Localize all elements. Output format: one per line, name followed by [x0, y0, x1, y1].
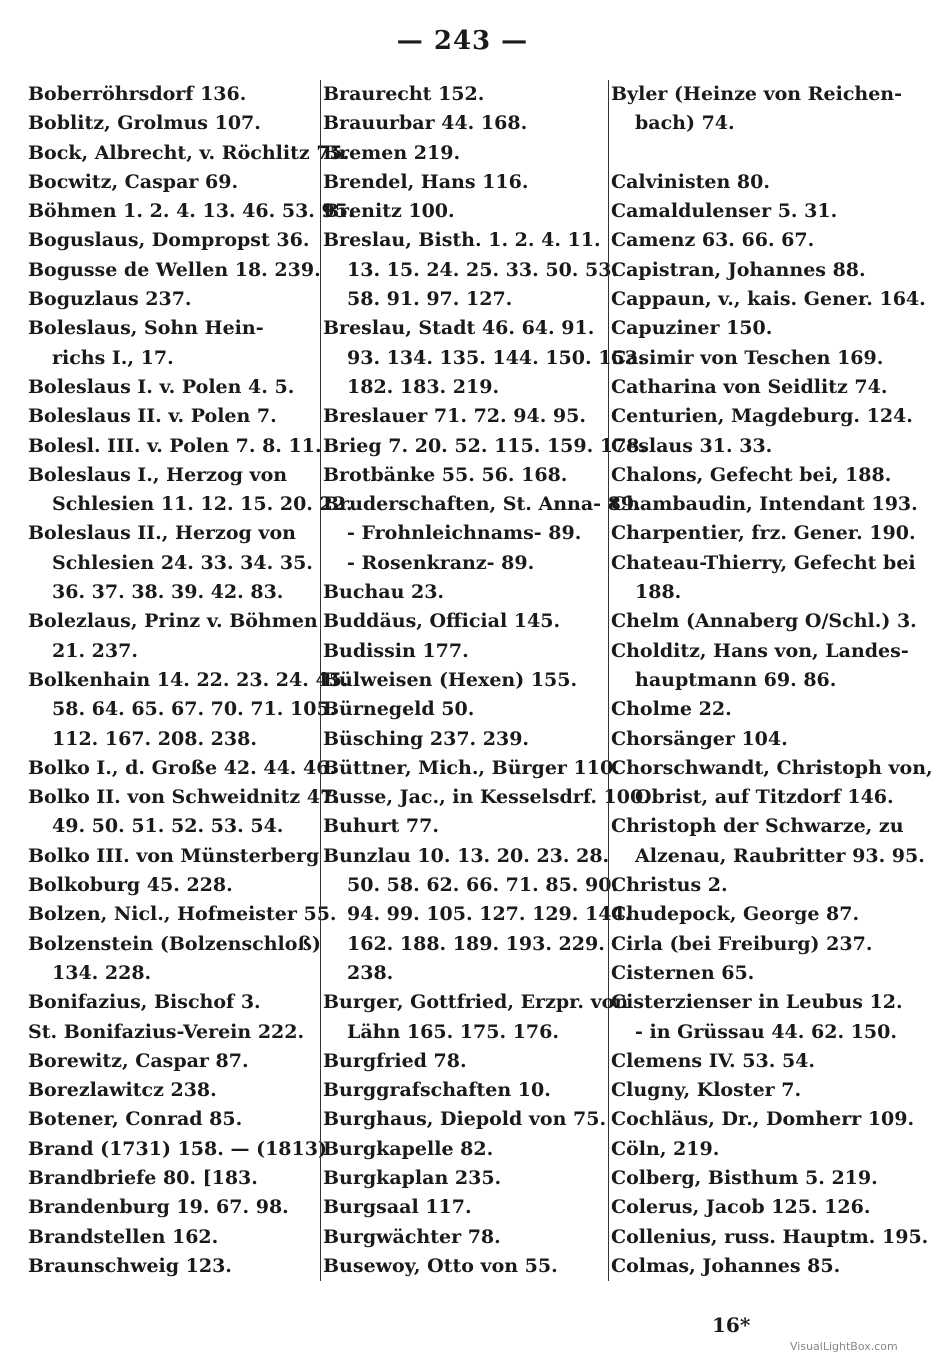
- index-entry-line: Capuziner 150.: [611, 317, 773, 340]
- index-entry-line: Cisterzienser in Leubus 12.: [611, 991, 903, 1014]
- index-entry-line: Colberg, Bisthum 5. 219.: [611, 1166, 878, 1189]
- index-entry-line: Braurecht 152.: [323, 83, 485, 105]
- index-entry-line: Budissin 177.: [323, 639, 469, 662]
- index-entry-line: Ceslaus 31. 33.: [611, 434, 773, 457]
- index-entry-line: Burghaus, Diepold von 75.: [323, 1108, 607, 1131]
- index-entry-line: Colmas, Johannes 85.: [611, 1254, 841, 1277]
- index-column-2: [320, 80, 650, 1281]
- index-entry-line: 162. 188. 189. 193. 229.: [347, 932, 605, 955]
- index-entry-line: Chorsänger 104.: [611, 727, 788, 750]
- index-entry-line: Brenitz 100.: [323, 200, 455, 223]
- index-entry-line: Bremen 219.: [323, 141, 461, 164]
- index-entry-line: Bogusse de Wellen 18. 239.: [28, 258, 321, 281]
- index-entry-line: - in Grüssau 44. 62. 150.: [635, 1020, 897, 1043]
- index-entry-line: Camenz 63. 66. 67.: [611, 229, 815, 252]
- index-entry-line: Chalons, Gefecht bei, 188.: [611, 463, 892, 486]
- index-entry-line: Chudepock, George 87.: [611, 903, 860, 926]
- index-entry-line: Chorschwandt, Christoph von,: [611, 756, 933, 779]
- index-entry-line: 58. 91. 97. 127.: [347, 288, 513, 311]
- index-entry-line: Bolesl. III. v. Polen 7. 8. 11.: [28, 434, 322, 457]
- index-entry-line: Buddäus, Official 145.: [323, 610, 561, 633]
- index-entry-line: Burgwächter 78.: [323, 1225, 501, 1248]
- index-entry-line: Brandenburg 19. 67. 98.: [28, 1196, 289, 1219]
- index-entry-line: Brandbriefe 80. [183.: [28, 1166, 258, 1189]
- index-entry-line: 238.: [347, 961, 394, 984]
- index-entry-line: Bonifazius, Bischof 3.: [28, 991, 261, 1014]
- index-entry-line: Cirla (bei Freiburg) 237.: [611, 932, 873, 955]
- index-entry-line: Clugny, Kloster 7.: [611, 1079, 802, 1102]
- index-entry-line: Chelm (Annaberg O/Schl.) 3.: [611, 610, 917, 633]
- index-entry-line: Boleslaus I. v. Polen 4. 5.: [28, 375, 295, 398]
- index-entry-line: Bocwitz, Caspar 69.: [28, 170, 239, 193]
- index-entry-line: hauptmann 69. 86.: [635, 668, 837, 691]
- index-entry-line: Centurien, Magdeburg. 124.: [611, 405, 913, 428]
- index-entry-line: Brauurbar 44. 168.: [323, 112, 528, 135]
- index-entry-line: Brieg 7. 20. 52. 115. 159. 178.: [323, 434, 647, 457]
- index-entry-line: Bolkenhain 14. 22. 23. 24. 45.: [28, 668, 349, 691]
- index-entry-line: Cappaun, v., kais. Gener. 164.: [611, 288, 926, 311]
- index-entry-line: Bolko II. von Schweidnitz 47.: [28, 786, 340, 809]
- index-entry-line: Colerus, Jacob 125. 126.: [611, 1196, 871, 1219]
- index-entry-line: Busewoy, Otto von 55.: [323, 1254, 558, 1277]
- index-entry-line: 182. 183. 219.: [347, 375, 500, 398]
- index-entry-line: Braunschweig 123.: [28, 1254, 232, 1277]
- index-entry-line: Chateau-Thierry, Gefecht bei: [611, 551, 916, 574]
- index-entry-line: Chambaudin, Intendant 193.: [611, 493, 918, 516]
- index-entry-line: 58. 64. 65. 67. 70. 71. 105.: [52, 698, 337, 721]
- index-entry-line: Schlesien 24. 33. 34. 35.: [52, 551, 313, 574]
- index-entry-line: Brendel, Hans 116.: [323, 170, 529, 193]
- index-entry-line: Obrist, auf Titzdorf 146.: [635, 786, 894, 809]
- index-entry-line: Busse, Jac., in Kesselsdrf. 100.: [323, 786, 650, 809]
- index-entry-line: Boleslaus II. v. Polen 7.: [28, 405, 277, 428]
- index-entry-line: Capistran, Johannes 88.: [611, 258, 866, 281]
- index-entry-line: Breslauer 71. 72. 94. 95.: [323, 405, 586, 428]
- index-entry-line: Buhurt 77.: [323, 815, 439, 838]
- index-entry-line: Boguslaus, Dompropst 36.: [28, 229, 310, 252]
- index-entry-line: 13. 15. 24. 25. 33. 50. 53.: [347, 258, 619, 281]
- index-entry-line: Burger, Gottfried, Erzpr. von: [323, 991, 629, 1014]
- index-entry-line: Burgsaal 117.: [323, 1196, 472, 1219]
- index-entry-line: Charpentier, frz. Gener. 190.: [611, 522, 916, 545]
- index-entry-line: Calvinisten 80.: [611, 170, 770, 193]
- index-entry-line: 36. 37. 38. 39. 42. 83.: [52, 581, 284, 604]
- index-entry-line: Breslau, Bisth. 1. 2. 4. 11.: [323, 229, 601, 252]
- index-entry-line: Bürnegeld 50.: [323, 698, 475, 721]
- index-entry-line: Brand (1731) 158. — (1813): [28, 1137, 327, 1160]
- index-entry-line: Christus 2.: [611, 874, 728, 897]
- index-entry-line: 134. 228.: [52, 961, 152, 984]
- index-entry-line: Bunzlau 10. 13. 20. 23. 28.: [323, 844, 610, 867]
- index-entry-line: Cholditz, Hans von, Landes-: [611, 639, 909, 662]
- sheet-signature: 16*: [712, 1313, 751, 1337]
- index-entry-line: Cholme 22.: [611, 698, 732, 721]
- index-entry-line: 49. 50. 51. 52. 53. 54.: [52, 815, 284, 838]
- index-entry-line: Brotbänke 55. 56. 168.: [323, 463, 568, 486]
- index-entry-line: Bülweisen (Hexen) 155.: [323, 668, 578, 691]
- index-entry-line: Schlesien 11. 12. 15. 20. 22.: [52, 493, 353, 516]
- index-entry-line: bach) 74.: [635, 112, 735, 135]
- watermark: VisualLightBox.com: [790, 1340, 898, 1353]
- index-entry-line: Cöln, 219.: [611, 1137, 720, 1160]
- index-entry-line: 188.: [635, 581, 682, 604]
- index-entry-line: Burgfried 78.: [323, 1049, 467, 1072]
- index-entry-line: - Rosenkranz- 89.: [347, 551, 535, 574]
- index-entry-line: Camaldulenser 5. 31.: [611, 200, 838, 223]
- index-entry-line: 21. 237.: [52, 639, 138, 662]
- index-entry-line: Collenius, russ. Hauptm. 195.: [611, 1225, 929, 1248]
- index-entry-line: Burgkaplan 235.: [323, 1166, 502, 1189]
- index-entry-line: Boberröhrsdorf 136.: [28, 83, 247, 105]
- index-entry-line: Botener, Conrad 85.: [28, 1108, 243, 1131]
- index-entry-line: Burggrafschaften 10.: [323, 1079, 551, 1102]
- index-entry-line: Bolzen, Nicl., Hofmeister 55.: [28, 903, 337, 926]
- index-entry-line: Cochläus, Dr., Domherr 109.: [611, 1108, 915, 1131]
- index-entry-line: Byler (Heinze von Reichen-: [611, 83, 902, 105]
- index-entry-line: Catharina von Seidlitz 74.: [611, 375, 888, 398]
- index-entry-line: - Frohnleichnams- 89.: [347, 522, 582, 545]
- index-entry-line: Alzenau, Raubritter 93. 95.: [635, 844, 925, 867]
- index-entry-line: Bruderschaften, St. Anna- 89.: [323, 493, 641, 516]
- index-entry-line: Lähn 165. 175. 176.: [347, 1020, 559, 1043]
- index-entry-line: Borewitz, Caspar 87.: [28, 1049, 249, 1072]
- index-entry-line: Borezlawitcz 238.: [28, 1079, 217, 1102]
- index-entry-line: Büttner, Mich., Bürger 110.: [323, 756, 620, 779]
- index-entry-line: Büsching 237. 239.: [323, 727, 530, 750]
- index-entry-line: 50. 58. 62. 66. 71. 85. 90.: [347, 874, 619, 897]
- index-column-3: [608, 80, 933, 1281]
- index-entry-line: Boguzlaus 237.: [28, 288, 192, 311]
- index-entry-line: Bolzenstein (Bolzenschloß): [28, 932, 321, 955]
- index-entry-line: Cisternen 65.: [611, 961, 755, 984]
- index-entry-line: 94. 99. 105. 127. 129. 144.: [347, 903, 632, 926]
- index-entry-line: Boblitz, Grolmus 107.: [28, 112, 261, 135]
- index-entry-line: [611, 139, 903, 168]
- index-entry-line: Bolkoburg 45. 228.: [28, 874, 233, 897]
- index-entry-line: Clemens IV. 53. 54.: [611, 1049, 816, 1072]
- index-entry-line: Christoph der Schwarze, zu: [611, 815, 904, 838]
- index-entry-line: Casimir von Teschen 169.: [611, 346, 884, 369]
- index-entry-line: Burgkapelle 82.: [323, 1137, 494, 1160]
- index-entry-line: Bolezlaus, Prinz v. Böhmen: [28, 610, 318, 633]
- index-entry-line: Böhmen 1. 2. 4. 13. 46. 53. 95.: [28, 200, 355, 223]
- index-entry-line: Bolko III. von Münsterberg: [28, 844, 320, 867]
- index-entry-line: Boleslaus II., Herzog von: [28, 522, 296, 545]
- index-entry-line: Brandstellen 162.: [28, 1225, 219, 1248]
- index-entry-line: Bolko I., d. Große 42. 44. 46.: [28, 756, 337, 779]
- index-entry-line: Buchau 23.: [323, 581, 445, 604]
- index-entry-line: Breslau, Stadt 46. 64. 91.: [323, 317, 595, 340]
- index-entry-line: Bock, Albrecht, v. Röchlitz 75.: [28, 141, 350, 164]
- index-entry-line: richs I., 17.: [52, 346, 174, 369]
- page-number: — 243 —: [396, 26, 529, 56]
- index-entry-line: 93. 134. 135. 144. 150. 153.: [347, 346, 645, 369]
- index-entry-line: St. Bonifazius-Verein 222.: [28, 1020, 305, 1043]
- index-entry-line: Boleslaus, Sohn Hein-: [28, 317, 264, 340]
- index-entry-line: 112. 167. 208. 238.: [52, 727, 257, 750]
- index-column-1: [28, 80, 355, 1281]
- index-entry-line: Boleslaus I., Herzog von: [28, 463, 288, 486]
